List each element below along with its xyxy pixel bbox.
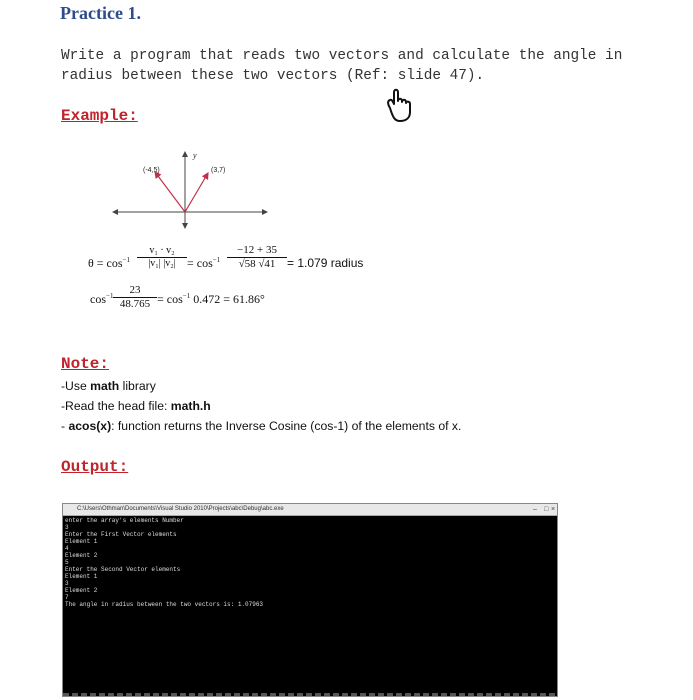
close-icon[interactable]: × xyxy=(551,506,556,513)
pointing-hand-icon xyxy=(380,86,420,126)
example-heading: Example: xyxy=(61,107,138,125)
notes-list xyxy=(61,376,461,436)
console-line: enter the array's elements Number xyxy=(65,517,184,524)
minimize-icon[interactable]: – xyxy=(533,506,537,513)
formula-result: = 1.079 radius xyxy=(287,256,364,270)
maximize-icon[interactable]: □ xyxy=(544,506,549,513)
y-axis-label: y xyxy=(193,151,197,160)
console-line: Enter the Second Vector elements xyxy=(65,566,181,573)
note-item: -Read the head file: math.h xyxy=(61,399,211,413)
vector-2 xyxy=(185,173,208,212)
console-line: 3 xyxy=(65,524,69,531)
console-line: Enter the First Vector elements xyxy=(65,531,177,538)
output-heading: Output: xyxy=(61,458,129,476)
exercise-description: Write a program that reads two vectors and calculate the angle in radius between these two vectors (Ref: slide 47). xyxy=(61,48,623,84)
console-scrollbar[interactable] xyxy=(63,693,557,696)
fraction-2-numerator: −12 + 35 xyxy=(227,244,287,258)
console-line: 4 xyxy=(65,545,69,552)
vector-1 xyxy=(155,172,185,212)
console-title-bar[interactable] xyxy=(63,504,557,516)
console-line: The angle in radius between the two vectors is: 1.07963 xyxy=(65,601,264,608)
console-line: Element 2 xyxy=(65,587,98,594)
practice-title: Practice 1. xyxy=(60,3,141,23)
note-heading: Note: xyxy=(61,355,110,373)
note-item: -Use math library xyxy=(61,379,156,393)
formula2-result: = $\cos^{-1} 0.472 = 61.86^\circ$ xyxy=(157,292,265,306)
console-line: 3 xyxy=(65,580,69,587)
vector-2-label: (3,7) xyxy=(211,167,226,174)
formula-eq-cos: = $\cos^{-1}$ xyxy=(187,256,221,270)
formula-fraction-2 xyxy=(227,244,287,270)
console-line: Element 2 xyxy=(65,552,98,559)
formula2-fraction xyxy=(113,284,157,310)
console-line: Element 1 xyxy=(65,573,98,580)
fraction-2-denominator: √58 √41 xyxy=(238,258,276,270)
formula2-cos: $\cos^{-1}$ xyxy=(90,292,114,306)
fraction-1-denominator: |v₁| |v₂| xyxy=(148,258,176,269)
formula-fraction-1 xyxy=(137,245,187,269)
fraction-3-denominator: 48.765 xyxy=(119,298,151,310)
console-window[interactable] xyxy=(62,503,558,697)
vector-1-label: (-4,5) xyxy=(143,167,160,174)
console-line: 7 xyxy=(65,594,69,601)
formula-theta-prefix: $\theta = \cos^{-1}$ xyxy=(88,256,130,270)
console-line: Element 1 xyxy=(65,538,98,545)
vector-diagram xyxy=(105,148,275,230)
note-item: - acos(x): function returns the Inverse Cosine (cos-1) of the elements of x. xyxy=(61,419,462,433)
fraction-3-numerator: 23 xyxy=(113,284,157,298)
console-title: C:\Users\Othman\Documents\Visual Studio 2010\Projects\abc\Debug\abc.exe xyxy=(77,506,284,512)
console-output xyxy=(63,516,557,609)
console-line: 5 xyxy=(65,559,69,566)
fraction-1-numerator: v₁ · v₂ xyxy=(137,245,187,258)
